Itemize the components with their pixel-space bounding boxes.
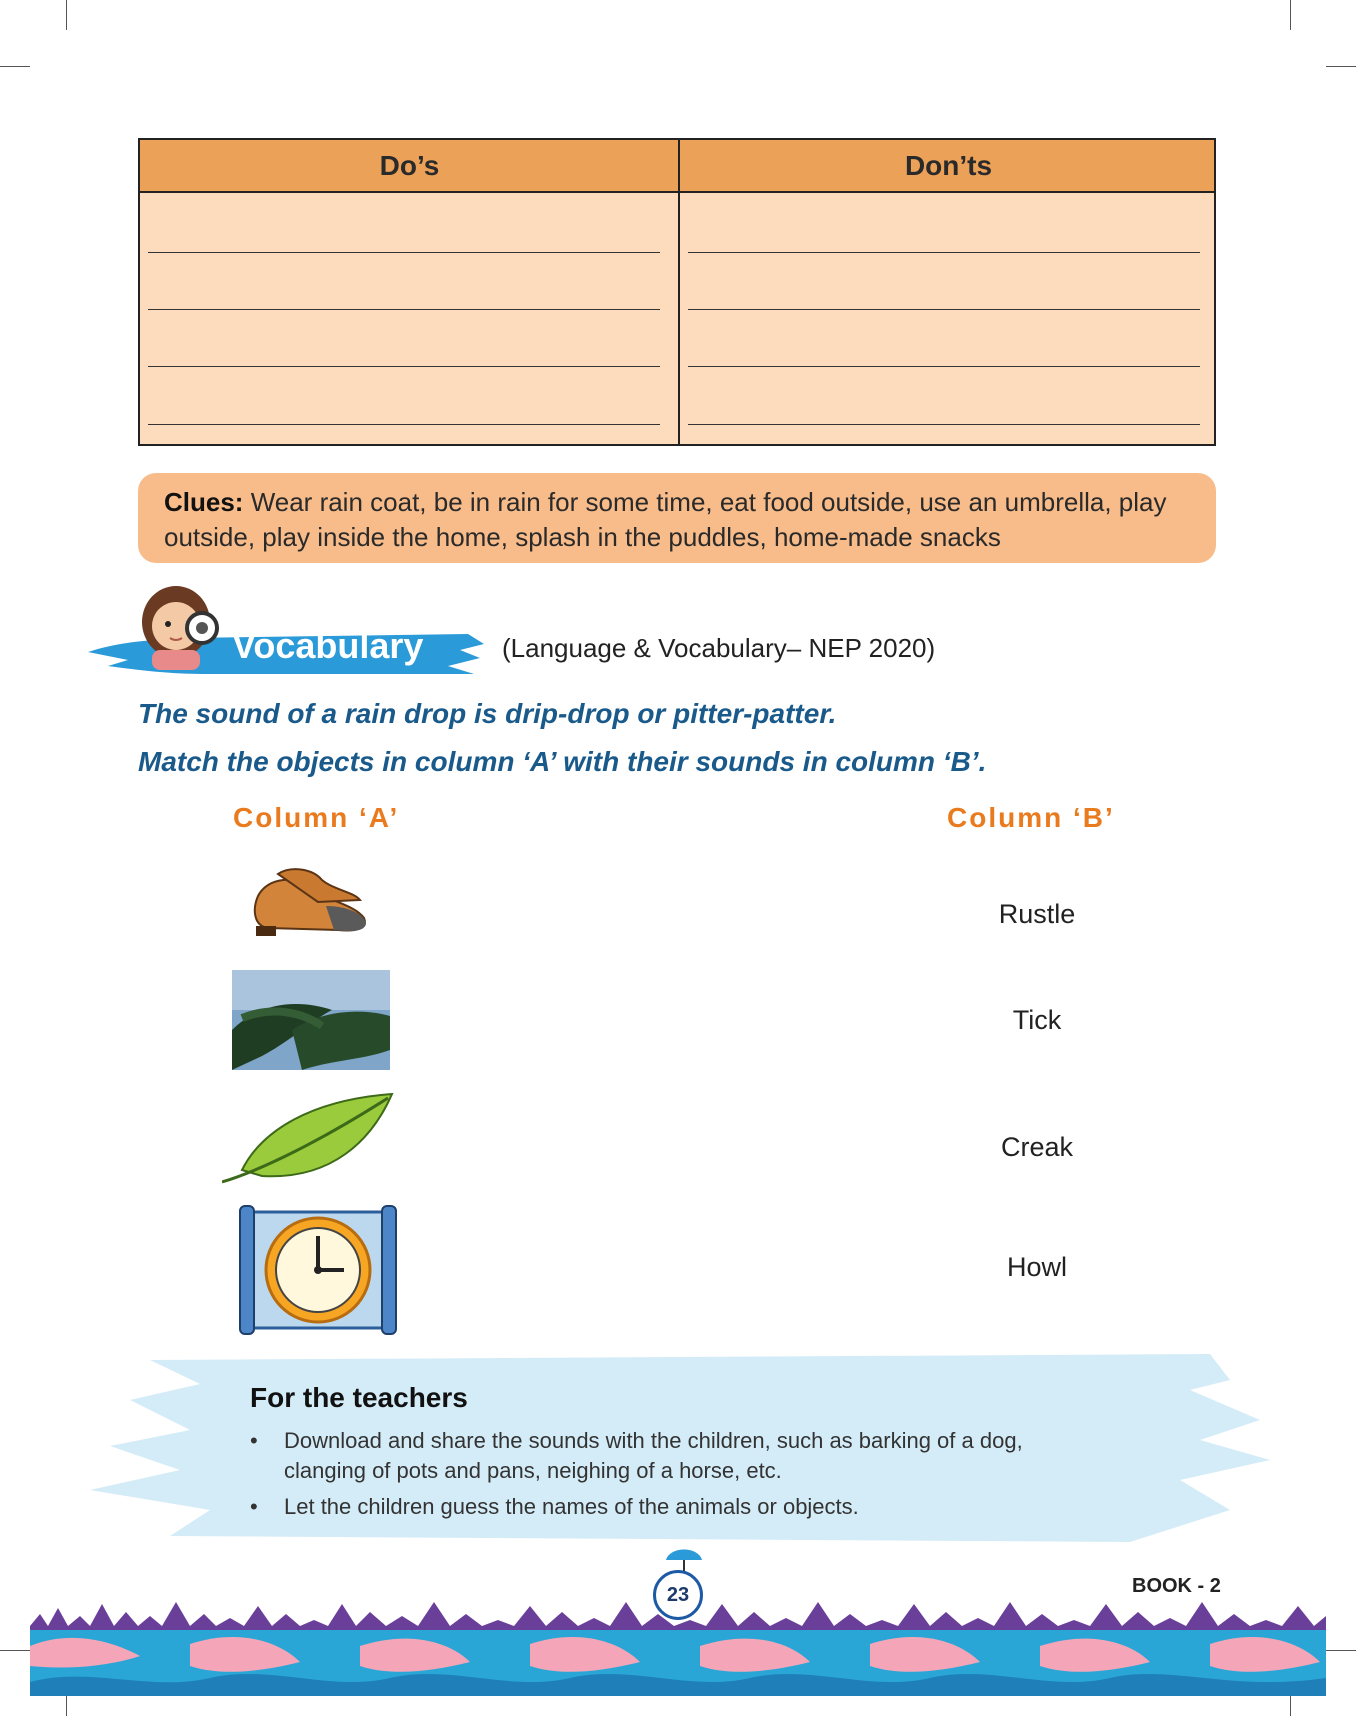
dos-answer-line[interactable] (148, 309, 660, 310)
dos-donts-table (138, 138, 1216, 446)
shoes-icon[interactable] (238, 866, 382, 938)
bullet-icon: • (250, 1494, 258, 1519)
bullet-icon: • (250, 1428, 258, 1453)
girl-magnifier-icon (130, 582, 232, 672)
crop-mark (1326, 66, 1356, 67)
column-a-heading: Column ‘A’ (233, 802, 400, 833)
teachers-title: For the teachers (250, 1382, 468, 1413)
clues-text: Wear rain coat, be in rain for some time, eat food outside, use an umbrella, play outside, play inside the home, splash in the puddles, home-made snacks (164, 487, 1167, 552)
teachers-item: Download and share the sounds with the children, such as barking of a dog, clanging of pots and pans, neighing of a horse, etc. (284, 1428, 1023, 1483)
donts-heading: Don’ts (904, 150, 993, 181)
page-number: 23 (653, 1570, 703, 1620)
sound-option[interactable]: Tick (1012, 1005, 1062, 1035)
crop-mark (1290, 0, 1291, 30)
crop-mark (1326, 1650, 1356, 1651)
instruction-line-2: Match the objects in column ‘A’ with their sounds in column ‘B’. (138, 746, 987, 777)
teachers-item: Let the children guess the names of the animals or objects. (284, 1494, 859, 1519)
umbrella-icon (664, 1544, 704, 1574)
dos-answer-line[interactable] (148, 424, 660, 425)
vocabulary-subtitle: (Language & Vocabulary– NEP 2020) (502, 633, 936, 663)
donts-answer-line[interactable] (688, 309, 1200, 310)
donts-answer-line[interactable] (688, 252, 1200, 253)
crop-mark (0, 1650, 30, 1651)
table-divider (678, 140, 680, 444)
dos-answer-line[interactable] (148, 366, 660, 367)
vocabulary-title: Vocabulary (232, 625, 424, 666)
instruction-line-1: The sound of a rain drop is drip-drop or pitter-patter. (138, 698, 837, 729)
crop-mark (66, 0, 67, 30)
table-header (140, 140, 1214, 193)
donts-answer-line[interactable] (688, 424, 1200, 425)
sound-option[interactable]: Creak (1000, 1132, 1074, 1162)
clues-box (138, 473, 1216, 563)
crop-mark (0, 66, 30, 67)
book-label: BOOK - 2 (1132, 1575, 1221, 1597)
clock-icon[interactable] (236, 1202, 400, 1338)
sound-option[interactable]: Rustle (998, 899, 1076, 929)
clues-label: Clues: (164, 487, 244, 517)
dos-answer-line[interactable] (148, 252, 660, 253)
windy-trees-icon[interactable] (232, 970, 390, 1070)
donts-answer-line[interactable] (688, 366, 1200, 367)
leaf-icon[interactable] (222, 1090, 396, 1184)
dos-heading: Do’s (379, 150, 440, 181)
column-b-heading: Column ‘B’ (947, 802, 1115, 833)
sound-option[interactable]: Howl (1006, 1252, 1067, 1282)
